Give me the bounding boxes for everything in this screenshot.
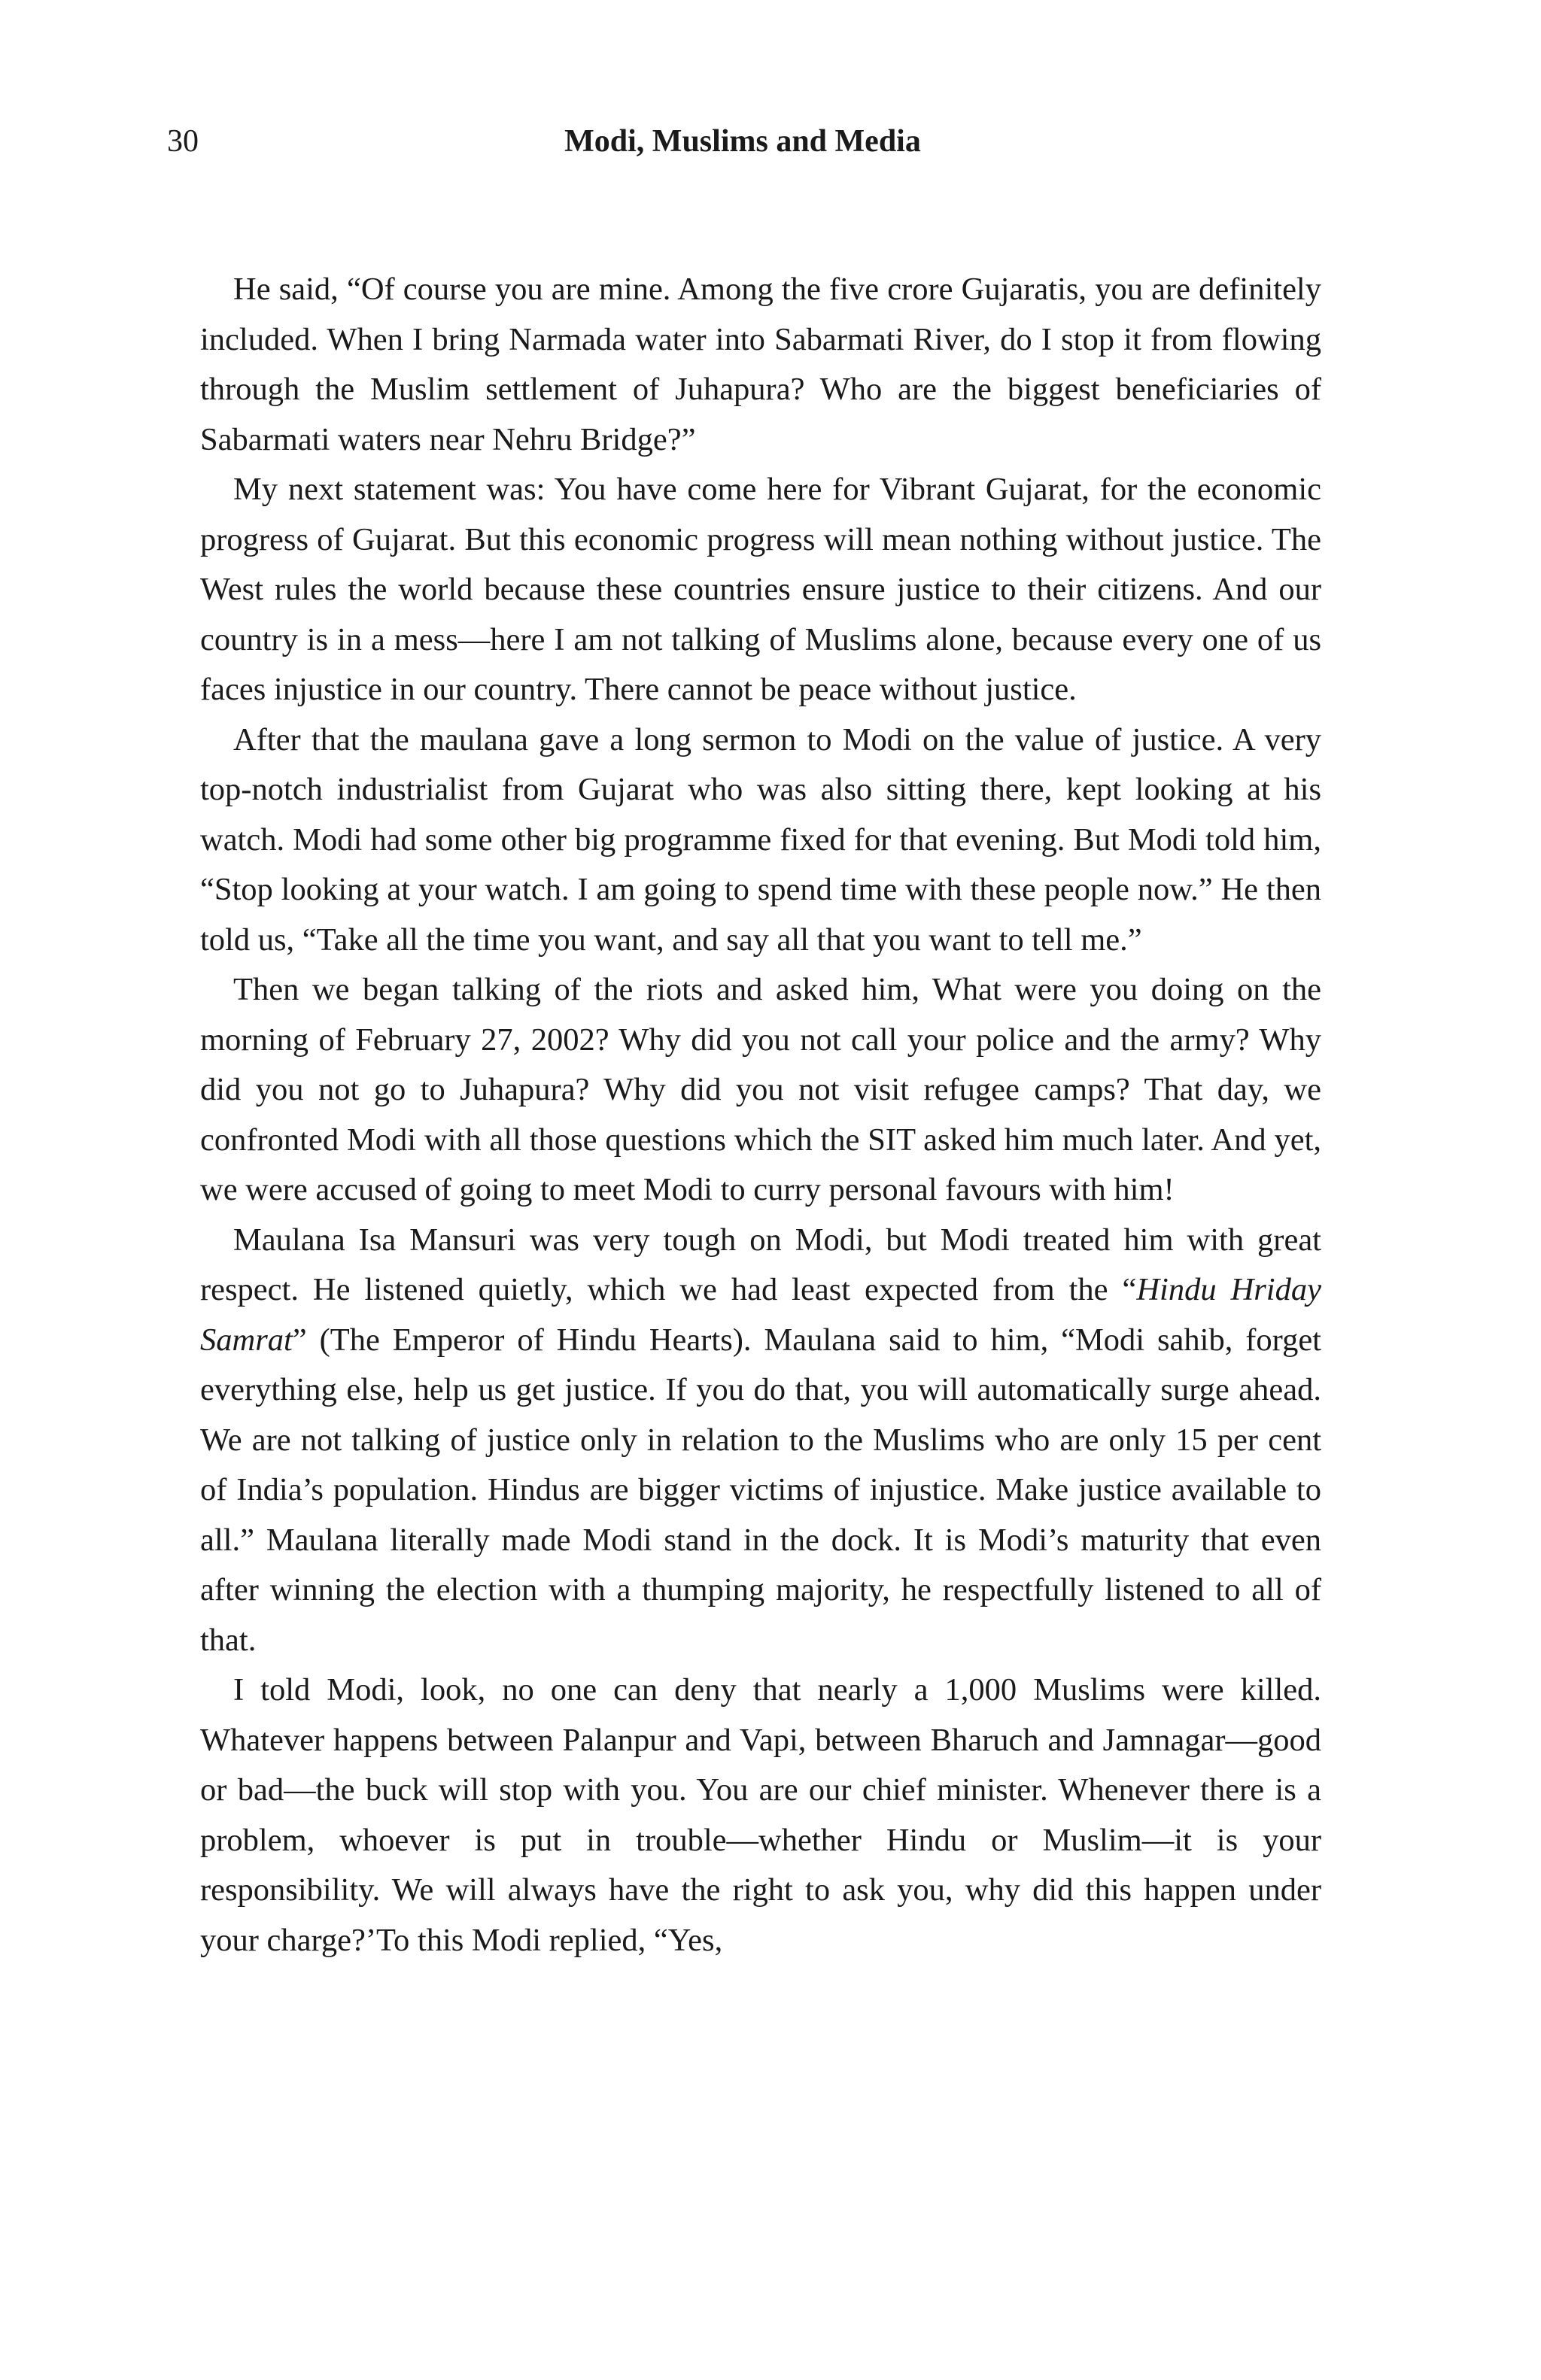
paragraph-5 [200,1216,1321,1666]
running-header [167,119,1505,164]
running-title: Modi, Muslims and Media [564,124,921,159]
page-number: 30 [167,124,199,159]
paragraph-1: He said, “Of course you are mine. Among the five crore Gujaratis, you are definitely included. When I bring Narmada water into Sabarmati River, do I stop it from flowing through the Muslim settlement of Juhapura? Who are the biggest beneficiaries of Sabarmati waters near Nehru Bridge?” [200,272,1321,457]
paragraph-5-after: ” (The Emperor of Hindu Hearts). Maulana said to him, “Modi sahib, forget everything else, help us get justice. If you do that, you will automatically surge ahead. We are not talking of justice only in relation to the Muslims who are only 15 per cent of India’s population. Hindus are bigger victims of injustice. Make justice available to all.” Maulana literally made Modi stand in the dock. It is Modi’s maturity that even after winning the election with a thumping majority, he respectfully listened to all of that. [200,1322,1321,1658]
paragraph-5-italic: Hindu Hriday Samrat [200,1272,1321,1358]
paragraph-4: Then we began talking of the riots and asked him, What were you doing on the morning of February 27, 2002? Why did you not call your police and the army? Why did you not go to Juhapura? Why did you not visit refugee camps? That day, we confronted Modi with all those questions which the SIT asked him much later. And yet, we were accused of going to meet Modi to curry personal favours with him! [200,972,1321,1207]
paragraph-3: After that the maulana gave a long sermon to Modi on the value of justice. A very top-notch industrialist from Gujarat who was also sitting there, kept looking at his watch. Modi had some other big programme fixed for that evening. But Modi told him, “Stop looking at your watch. I am going to spend time with these people now.” He then told us, “Take all the time you want, and say all that you want to tell me.” [200,721,1321,958]
paragraph-2: My next statement was: You have come here for Vibrant Gujarat, for the economic progress of Gujarat. But this economic progress will mean nothing without justice. The West rules the world because these countries ensure justice to their citizens. And our country is in a mess—here I am not talking of Muslims alone, because every one of us faces injustice in our country. There cannot be peace without justice. [200,472,1321,707]
paragraph-6: I told Modi, look, no one can deny that nearly a 1,000 Muslims were killed. Whatever happens between Palanpur and Vapi, between Bharuch and Jamnagar—good or bad—the buck will stop with you. You are our chief minister. Whenever there is a problem, whoever is put in trouble—whether Hindu or Muslim—it is your responsibility. We will always have the right to ask you, why did this happen under your charge?’To this Modi replied, “Yes, [200,1672,1321,1958]
body-text [200,265,1321,1966]
paragraph-5-before: Maulana Isa Mansuri was very tough on Modi, but Modi treated him with great respect. He listened quietly, which we had least expected from the “ [200,1222,1321,1307]
